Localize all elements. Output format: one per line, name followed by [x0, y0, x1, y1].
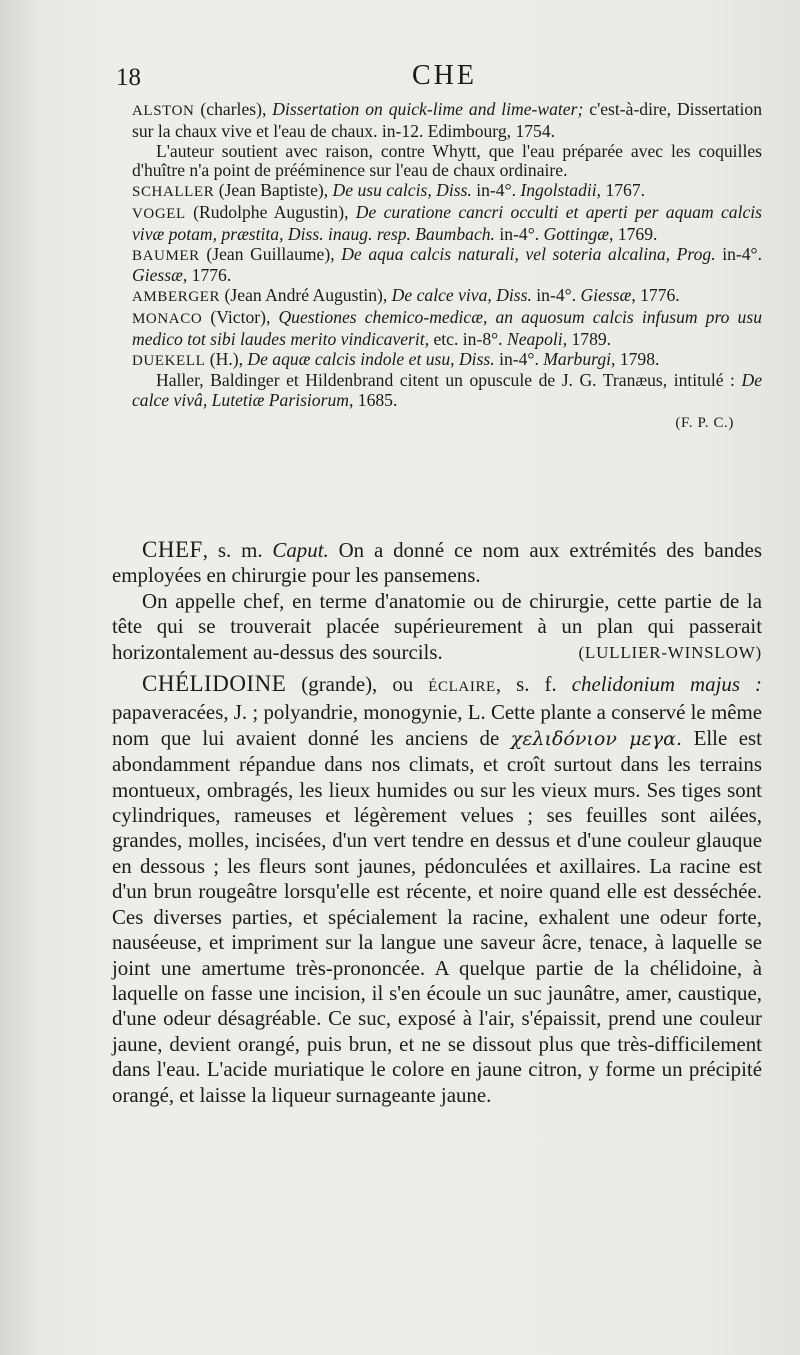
entry-year: , 1767.	[596, 180, 646, 201]
note-text: Haller, Baldinger et Hildenbrand citent un opuscule de J. G. Tranæus, intitulé :	[156, 370, 742, 391]
entry-year: , 1789.	[562, 328, 612, 349]
note-year: , 1685.	[348, 390, 398, 411]
headword: CHÉLIDOINE	[142, 671, 287, 697]
bibliography-note: L'auteur soutient avec raison, contre Whytt, que l'eau préparée avec les coquilles d'huître n'a point de prééminence sur l'eau de chaux ordinaire.	[132, 140, 762, 181]
article-paragraph	[112, 589, 762, 665]
bibliography-entry	[132, 181, 762, 203]
entry-title: De curatione cancri occulti et aperti per aquam calcis vivæ potam, præstita, Diss. inaug. resp. Baumbach.	[132, 201, 763, 244]
bibliography-entry	[132, 286, 762, 308]
entry-author: VOGEL	[132, 205, 186, 222]
entry-author: SCHALLER	[132, 184, 215, 201]
entry-year: , 1776.	[182, 265, 232, 286]
latin-term: Caput.	[272, 538, 329, 562]
entry-place: Giessæ	[132, 265, 183, 286]
entry-place: Ingolstadii	[520, 180, 597, 201]
entry-author-detail: (Victor),	[202, 306, 279, 327]
entry-author-detail: (Jean Guillaume),	[199, 243, 342, 264]
entry-author: DUEKELL	[132, 352, 206, 369]
page-header	[112, 60, 760, 100]
entry-author-detail: (Jean Baptiste),	[214, 180, 333, 201]
latin-term: chelidonium majus :	[571, 672, 762, 697]
author-credit: (F. P. C.)	[675, 414, 734, 431]
entry-place: Marburgi	[543, 348, 612, 369]
entry-publication: in-4°.	[494, 348, 544, 369]
grammar-label: , s. f.	[495, 672, 572, 697]
entry-publication: , etc. in-8°.	[424, 328, 507, 349]
entry-publication: c'est-à-dire, Dissertation sur la chaux vive et l'eau de chaux. in-12. Edimbourg, 1754.	[132, 99, 763, 141]
entry-publication: in-4°.	[471, 180, 521, 201]
entry-author: AMBERGER	[132, 289, 221, 306]
grammar-label: , s. m.	[202, 538, 273, 562]
entry-year: , 1776.	[631, 285, 680, 306]
article-text: On a donné ce nom aux extrémités des bandes employées en chirurgie pour les pansemens.	[112, 538, 763, 588]
entry-title: Dissertation on quick-lime and lime-water;	[272, 99, 584, 119]
bibliography-entry	[132, 308, 762, 350]
author-credit: (LULLIER-WINSLOW)	[578, 642, 762, 662]
entry-author-detail: (charles),	[194, 99, 273, 119]
bibliography-entry	[132, 203, 762, 245]
dictionary-articles	[112, 537, 762, 1108]
article-text: On appelle chef, en terme d'anatomie ou de chirurgie, cette partie de la tête qui se trouverait placée supérieurement à un plan qui passerait horizontalement au-dessus des sourcils.	[112, 588, 762, 664]
entry-author-detail: (Jean André Augustin),	[220, 285, 392, 306]
running-head: CHE	[412, 60, 477, 91]
entry-title: De aqua calcis naturali, vel soteria alcalina, Prog.	[341, 243, 716, 264]
alternate-name: ÉCLAIRE	[428, 679, 496, 696]
entry-author: BAUMER	[132, 247, 200, 264]
entry-author: ALSTON	[132, 103, 195, 119]
entry-year: , 1769.	[609, 223, 658, 244]
article-chef	[112, 537, 762, 589]
entry-title: De usu calcis, Diss.	[332, 180, 472, 201]
entry-place: Giessæ	[580, 285, 632, 306]
bibliography-entry	[132, 100, 762, 142]
grammar-label: (grande), ou	[286, 672, 429, 697]
entry-publication: in-4°.	[531, 285, 581, 306]
page-number: 18	[116, 64, 141, 91]
entry-publication: in-4°.	[494, 223, 544, 244]
bibliography-section	[132, 100, 762, 434]
entry-author-detail: (Rudolphe Augustin),	[185, 201, 356, 222]
article-text: papaveracées, J. ; polyandrie, monogynie, L. Cette plante a conservé le même nom que lui avaient donné les anciens de	[112, 700, 762, 750]
entry-place: Neapoli	[506, 328, 563, 349]
article-chelidoine	[112, 671, 762, 1108]
entry-year: , 1798.	[611, 348, 660, 369]
entry-title: De aquæ calcis indole et usu, Diss.	[247, 348, 495, 369]
bibliography-entry	[132, 350, 762, 372]
entry-publication: in-4°.	[715, 243, 762, 264]
entry-title: De calce viva, Diss.	[391, 285, 532, 306]
entry-author: MONACO	[132, 310, 203, 327]
bibliography-note	[132, 371, 762, 411]
entry-place: Gottingæ	[543, 223, 610, 244]
bibliography-entry	[132, 245, 762, 287]
note-title: De calce vivâ, Lutetiæ Parisiorum	[132, 370, 762, 411]
headword: CHEF	[142, 537, 203, 562]
article-text: Elle est abondamment répandue dans nos climats, et croît surtout dans les terrains montueux, ombragés, les lieux humides ou sur les vieux murs. Ses tiges sont cylindriques, rameuses et légèrement velues ; ses feuilles sont ailées, grandes, molles, incisées, d'un vert tendre en dessus et d'une couleur glauque en dessous ; les fleurs sont jaunes, pédonculées et axillaires. La racine est d'un brun rougeâtre lorsqu'elle est récente, et noire quand elle est desséchée. Ces diverses parties, et spécialement la racine, exhalent une odeur forte, nauséeuse, et impriment sur la langue une saveur âcre, tenace, à laquelle se joint une amertume très-prononcée. A quelque partie de la chélidoine, à laquelle on fasse une incision, il s'en écoule un suc jaunâtre, amer, caustique, d'une odeur désagréable. Ce suc, exposé à l'air, s'épaissit, prend une couleur jaune, devient orangé, puis brun, et ne se dissout plus que très-difficilement dans l'eau. L'acide muriatique le colore en jaune citron, y forme un précipité orangé, et laisse la liqueur surnageante jaune.	[112, 725, 762, 1107]
entry-author-detail: (H.),	[205, 348, 248, 369]
entry-title: Questiones chemico-medicæ, an aquosum calcis infusum pro usu medico tot sibi laudes merito vindicaverit	[132, 306, 762, 349]
greek-term: χελιδόνιον μεγα.	[510, 727, 683, 750]
